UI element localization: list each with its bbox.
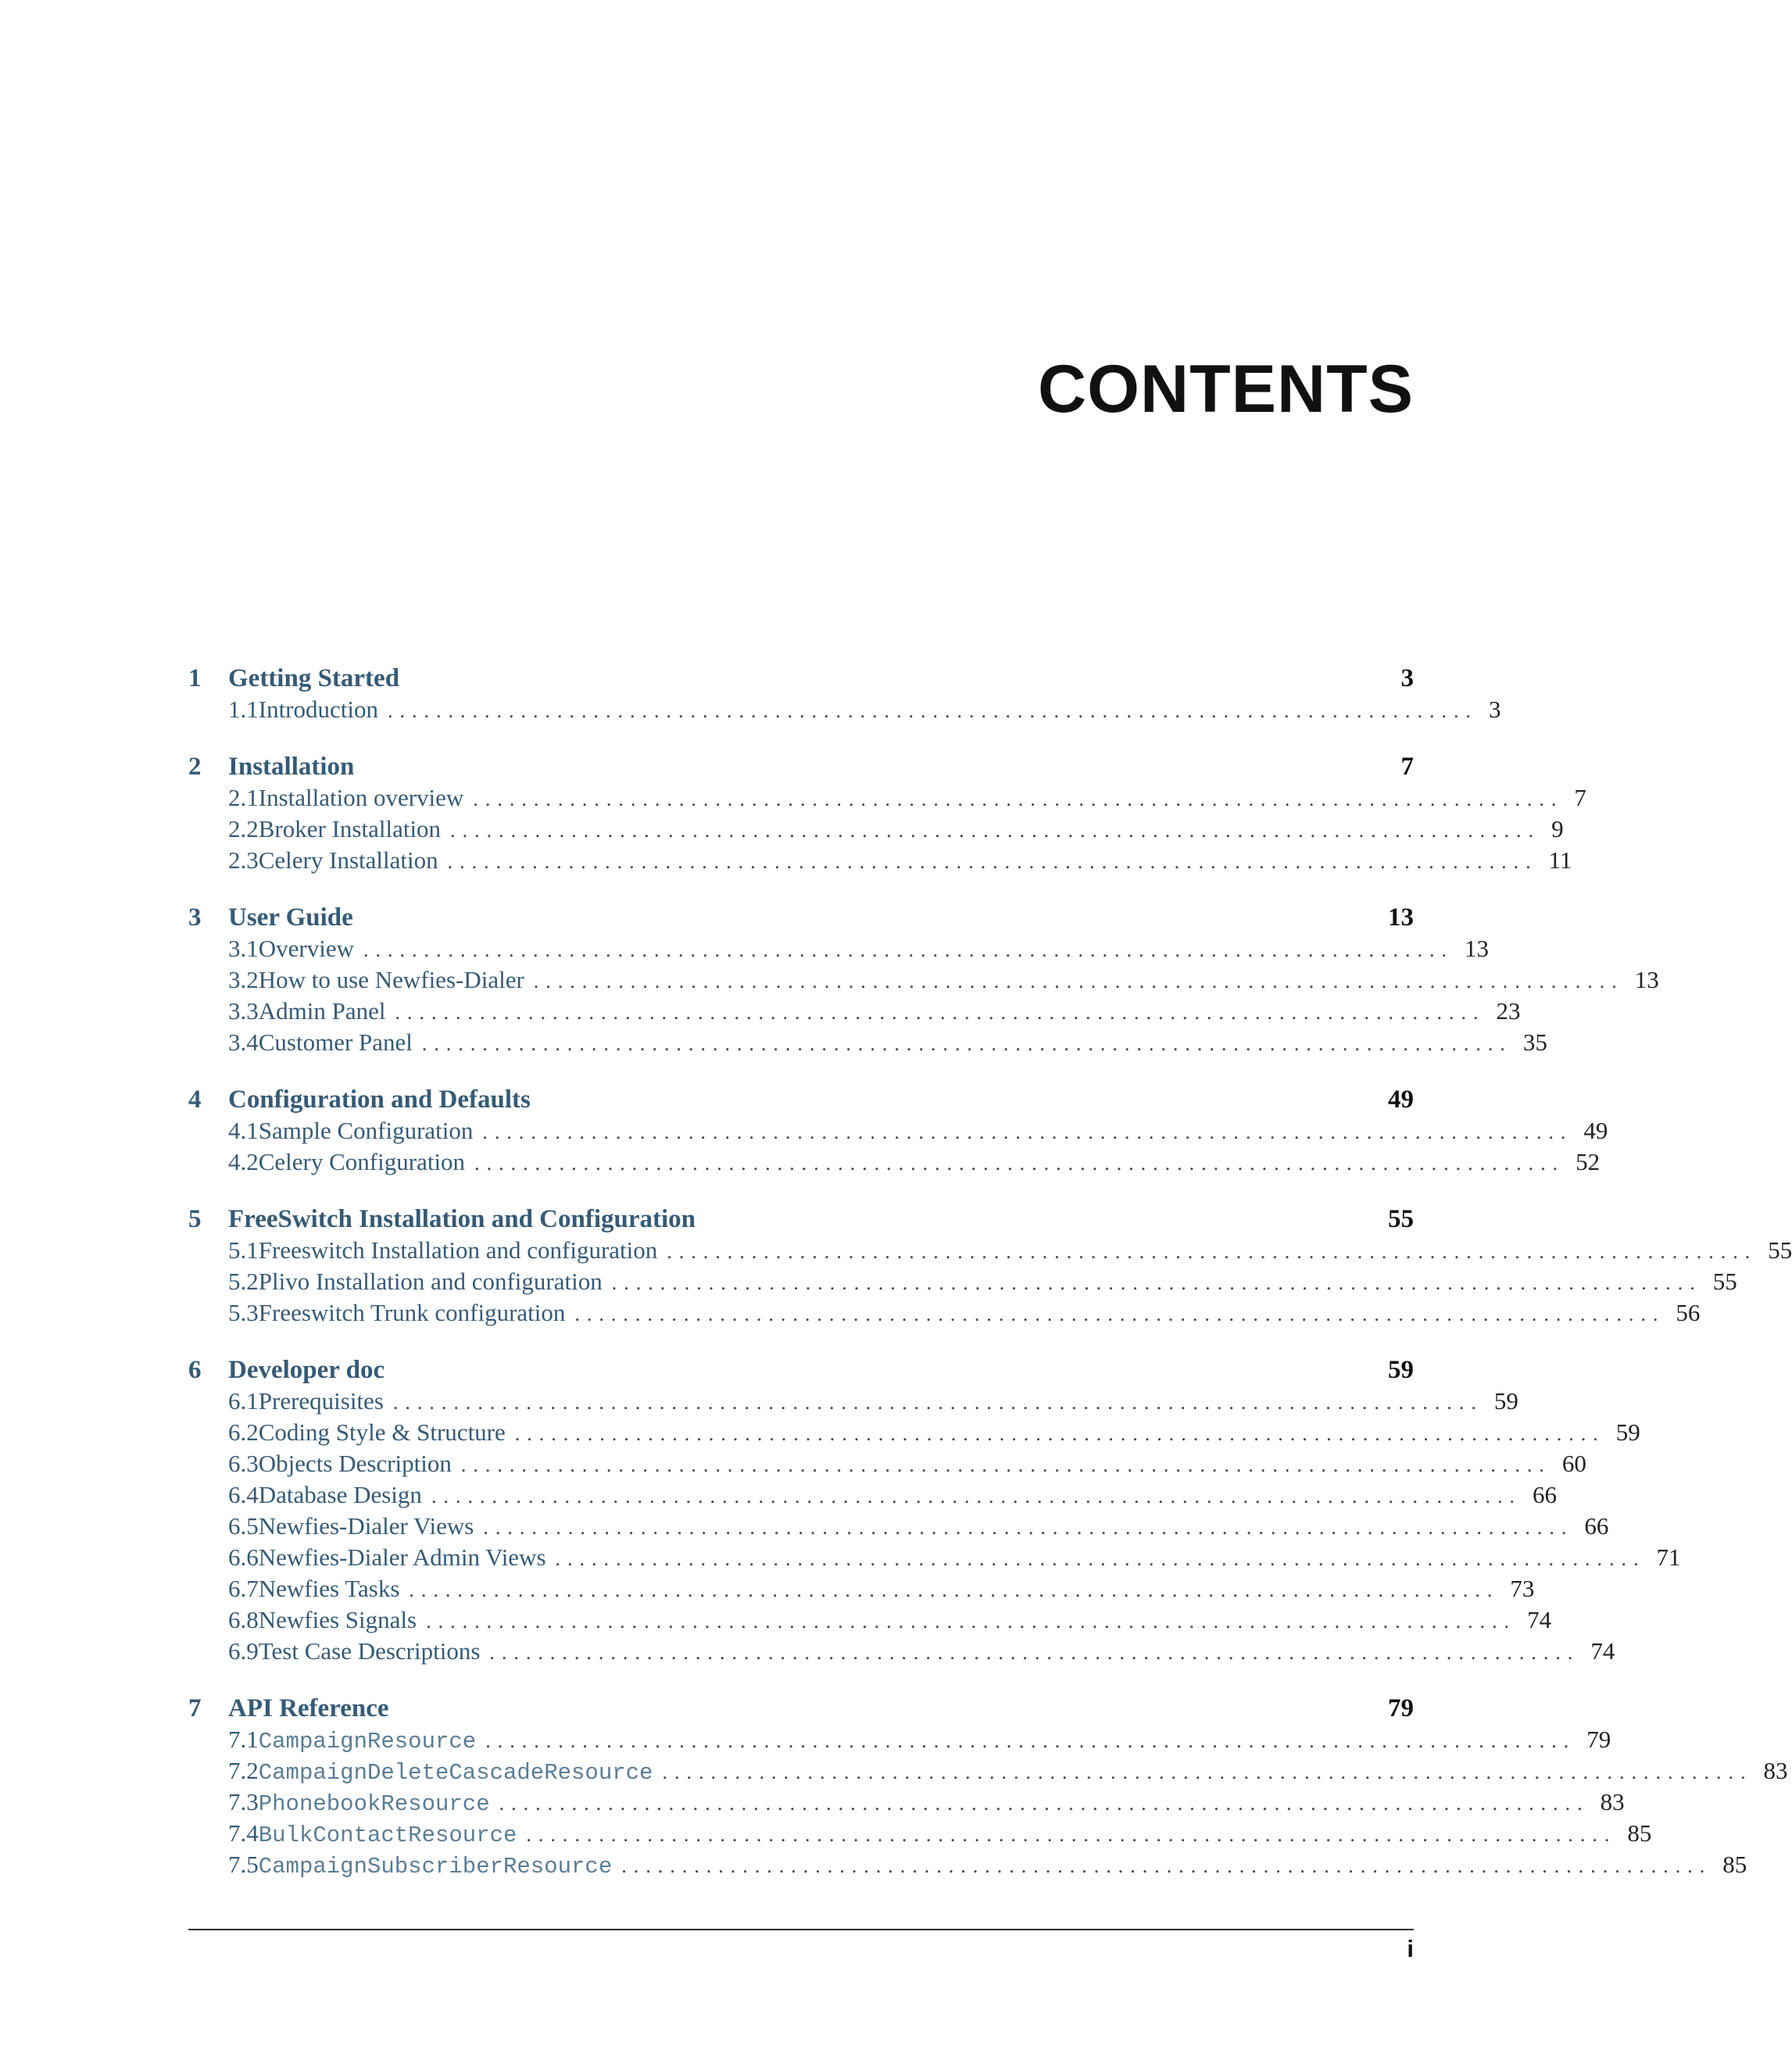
chapter-title[interactable]: User Guide bbox=[228, 903, 353, 932]
section-number: 7.3 bbox=[228, 1788, 259, 1815]
section-number: 4.2 bbox=[228, 1148, 259, 1175]
toc-chapter bbox=[188, 1694, 1788, 1882]
section-number: 6.2 bbox=[228, 1418, 259, 1446]
dot-leader: .......................................................................................... bbox=[409, 1579, 1500, 1601]
dot-leader: .......................................................................................... bbox=[499, 1792, 1590, 1815]
section-page-number: 9 bbox=[1551, 815, 1564, 842]
dot-leader: .......................................................................................... bbox=[392, 1391, 1483, 1414]
toc-chapter bbox=[188, 1356, 1681, 1669]
toc-section-link[interactable] bbox=[188, 784, 1586, 815]
toc-section-link[interactable] bbox=[188, 1268, 1737, 1299]
toc-chapter bbox=[188, 753, 1586, 878]
chapter-number: 4 bbox=[188, 1086, 202, 1114]
dot-leader: .......................................................................................... bbox=[460, 1454, 1551, 1476]
dot-leader: .......................................................................................... bbox=[514, 1422, 1605, 1445]
section-page-number: 11 bbox=[1548, 846, 1572, 874]
section-page-number: 13 bbox=[1464, 935, 1489, 962]
section-page-number: 85 bbox=[1722, 1851, 1747, 1878]
dot-leader: .......................................................................................... bbox=[473, 788, 1564, 810]
chapter-title[interactable]: Getting Started bbox=[228, 664, 400, 692]
section-title[interactable]: Newfies-Dialer Views bbox=[258, 1512, 474, 1540]
section-number: 6.8 bbox=[228, 1606, 259, 1633]
section-number: 3.3 bbox=[228, 997, 259, 1025]
section-number: 7.2 bbox=[228, 1757, 259, 1784]
page-title: CONTENTS bbox=[1038, 352, 1414, 427]
chapter-number: 3 bbox=[188, 903, 202, 932]
section-title[interactable]: Coding Style & Structure bbox=[258, 1418, 506, 1446]
toc-section-link[interactable] bbox=[188, 997, 1521, 1028]
section-page-number: 59 bbox=[1493, 1387, 1518, 1415]
toc-section-link[interactable] bbox=[188, 1418, 1640, 1450]
toc-section-link[interactable] bbox=[188, 1148, 1601, 1179]
toc-chapter bbox=[188, 1205, 1792, 1330]
toc-section-link[interactable] bbox=[188, 1757, 1788, 1788]
section-page-number: 49 bbox=[1583, 1117, 1608, 1144]
section-title[interactable]: Installation overview bbox=[258, 784, 464, 811]
section-title[interactable]: Objects Description bbox=[258, 1450, 452, 1477]
footer-divider bbox=[188, 1929, 1414, 1930]
toc-section-link[interactable] bbox=[188, 846, 1572, 878]
section-page-number: 55 bbox=[1768, 1236, 1792, 1264]
toc-chapter-link[interactable] bbox=[188, 903, 1414, 935]
chapter-number: 5 bbox=[188, 1205, 202, 1233]
section-page-number: 74 bbox=[1590, 1637, 1615, 1665]
chapter-number: 7 bbox=[188, 1694, 202, 1722]
section-page-number: 60 bbox=[1561, 1450, 1586, 1477]
chapter-page-number: 59 bbox=[1388, 1356, 1414, 1384]
section-page-number: 66 bbox=[1584, 1512, 1609, 1540]
dot-leader: .......................................................................................... bbox=[450, 819, 1541, 842]
section-page-number: 59 bbox=[1615, 1418, 1640, 1446]
toc-chapter bbox=[188, 1086, 1608, 1179]
toc-section-link[interactable] bbox=[188, 696, 1501, 727]
section-page-number: 23 bbox=[1496, 997, 1521, 1025]
toc-chapter-link[interactable] bbox=[188, 1205, 1414, 1236]
toc-section-link[interactable] bbox=[188, 1512, 1609, 1543]
section-title[interactable]: Overview bbox=[258, 935, 354, 962]
section-number: 3.2 bbox=[228, 966, 259, 993]
section-page-number: 83 bbox=[1600, 1788, 1625, 1815]
toc-section-link[interactable] bbox=[188, 815, 1564, 846]
chapter-title[interactable]: Installation bbox=[228, 753, 355, 781]
section-title[interactable]: PhonebookResource bbox=[258, 1791, 490, 1817]
toc-chapter-link[interactable] bbox=[188, 1694, 1414, 1726]
section-page-number: 79 bbox=[1586, 1726, 1611, 1753]
section-title[interactable]: Freeswitch Trunk configuration bbox=[258, 1299, 566, 1326]
section-title[interactable]: Newfies-Dialer Admin Views bbox=[258, 1543, 546, 1571]
section-page-number: 3 bbox=[1489, 696, 1501, 723]
chapter-title[interactable]: Developer doc bbox=[228, 1356, 385, 1384]
chapter-number: 2 bbox=[188, 753, 202, 781]
toc-chapter-link[interactable] bbox=[188, 753, 1414, 784]
section-title[interactable]: Newfies Tasks bbox=[258, 1575, 400, 1602]
toc-section-link[interactable] bbox=[188, 1726, 1611, 1757]
dot-leader: .......................................................................................... bbox=[533, 970, 1624, 993]
section-page-number: 55 bbox=[1712, 1268, 1737, 1295]
section-number: 6.7 bbox=[228, 1575, 259, 1602]
section-page-number: 85 bbox=[1627, 1819, 1652, 1847]
toc-section-link[interactable] bbox=[188, 1851, 1747, 1882]
section-number: 2.1 bbox=[228, 784, 259, 811]
section-number: 5.1 bbox=[228, 1236, 259, 1264]
dot-leader: .......................................................................................... bbox=[483, 1516, 1574, 1539]
section-title[interactable]: Celery Configuration bbox=[258, 1148, 466, 1175]
section-number: 6.9 bbox=[228, 1637, 259, 1665]
toc-chapter-link[interactable] bbox=[188, 664, 1414, 696]
section-page-number: 56 bbox=[1676, 1299, 1701, 1326]
toc-chapter-link[interactable] bbox=[188, 1356, 1414, 1387]
dot-leader: .......................................................................................... bbox=[555, 1547, 1646, 1570]
dot-leader: .......................................................................................... bbox=[474, 1152, 1565, 1175]
chapter-page-number: 55 bbox=[1388, 1205, 1414, 1233]
toc-section-link[interactable] bbox=[188, 935, 1489, 966]
dot-leader: .......................................................................................... bbox=[447, 850, 1538, 873]
section-page-number: 52 bbox=[1576, 1148, 1601, 1175]
toc-chapter-link[interactable] bbox=[188, 1086, 1414, 1117]
chapter-page-number: 7 bbox=[1400, 753, 1414, 781]
chapter-title[interactable]: API Reference bbox=[228, 1694, 389, 1722]
toc-section-link[interactable] bbox=[188, 1575, 1535, 1606]
section-number: 5.2 bbox=[228, 1268, 259, 1295]
dot-leader: .......................................................................................... bbox=[388, 699, 1478, 722]
section-title[interactable]: BulkContactResource bbox=[258, 1822, 517, 1848]
section-number: 7.1 bbox=[228, 1726, 259, 1753]
dot-leader: .......................................................................................... bbox=[431, 1485, 1522, 1508]
dot-leader: .......................................................................................... bbox=[482, 1121, 1573, 1143]
section-number: 4.1 bbox=[228, 1117, 259, 1144]
chapter-number: 1 bbox=[188, 664, 202, 692]
section-title[interactable]: Database Design bbox=[258, 1481, 422, 1508]
section-title[interactable]: CampaignResource bbox=[258, 1729, 477, 1754]
section-page-number: 83 bbox=[1763, 1757, 1788, 1784]
dot-leader: .......................................................................................... bbox=[426, 1610, 1517, 1633]
section-title[interactable]: How to use Newfies-Dialer bbox=[258, 966, 524, 993]
section-number: 3.4 bbox=[228, 1028, 259, 1056]
page-number: i bbox=[1407, 1935, 1414, 1962]
section-number: 3.1 bbox=[228, 935, 259, 962]
dot-leader: .......................................................................................... bbox=[421, 1032, 1512, 1055]
dot-leader: .......................................................................................... bbox=[574, 1303, 1665, 1325]
section-page-number: 35 bbox=[1522, 1028, 1547, 1056]
toc-section-link[interactable] bbox=[188, 1606, 1552, 1637]
toc-section-link[interactable] bbox=[188, 1788, 1625, 1819]
toc-section-link[interactable] bbox=[188, 1236, 1792, 1268]
section-title[interactable]: Newfies Signals bbox=[258, 1606, 417, 1633]
section-number: 7.5 bbox=[228, 1851, 259, 1878]
section-title[interactable]: Customer Panel bbox=[258, 1028, 413, 1056]
section-number: 1.1 bbox=[228, 696, 259, 723]
dot-leader: .......................................................................................... bbox=[485, 1729, 1576, 1752]
section-title[interactable]: Test Case Descriptions bbox=[258, 1637, 481, 1665]
section-page-number: 13 bbox=[1634, 966, 1659, 993]
section-title[interactable]: Plivo Installation and configuration bbox=[258, 1268, 603, 1295]
section-title[interactable]: Celery Installation bbox=[258, 846, 438, 874]
section-title[interactable]: Sample Configuration bbox=[258, 1117, 474, 1144]
toc-chapter bbox=[188, 664, 1501, 727]
toc-section-link[interactable] bbox=[188, 1387, 1518, 1418]
section-page-number: 71 bbox=[1656, 1543, 1681, 1571]
chapter-page-number: 79 bbox=[1388, 1694, 1414, 1722]
dot-leader: .......................................................................................... bbox=[395, 1001, 1486, 1024]
toc-section-link[interactable] bbox=[188, 1117, 1608, 1148]
section-title[interactable]: Freeswitch Installation and configuration bbox=[258, 1236, 658, 1264]
section-title[interactable]: Broker Installation bbox=[258, 815, 442, 842]
chapter-page-number: 13 bbox=[1388, 903, 1414, 932]
section-page-number: 74 bbox=[1527, 1606, 1552, 1633]
dot-leader: .......................................................................................... bbox=[667, 1240, 1758, 1263]
section-number: 2.2 bbox=[228, 815, 259, 842]
section-number: 6.3 bbox=[228, 1450, 259, 1477]
chapter-number: 6 bbox=[188, 1356, 202, 1384]
section-number: 5.3 bbox=[228, 1299, 259, 1326]
toc-chapter bbox=[188, 903, 1659, 1060]
section-title[interactable]: CampaignSubscriberResource bbox=[258, 1854, 613, 1880]
toc-section-link[interactable] bbox=[188, 1543, 1681, 1575]
chapter-title[interactable]: FreeSwitch Installation and Configuration bbox=[228, 1205, 696, 1233]
toc-section-link[interactable] bbox=[188, 1028, 1547, 1060]
dot-leader: .......................................................................................... bbox=[489, 1641, 1580, 1664]
section-number: 6.4 bbox=[228, 1481, 259, 1508]
section-title[interactable]: Introduction bbox=[258, 696, 378, 723]
section-page-number: 7 bbox=[1574, 784, 1586, 811]
section-title[interactable]: Admin Panel bbox=[258, 997, 386, 1025]
dot-leader: .......................................................................................... bbox=[621, 1855, 1712, 1877]
dot-leader: .......................................................................................... bbox=[526, 1823, 1617, 1846]
toc-section-link[interactable] bbox=[188, 1481, 1557, 1512]
section-number: 6.6 bbox=[228, 1543, 259, 1571]
section-number: 7.4 bbox=[228, 1819, 259, 1847]
section-number: 6.1 bbox=[228, 1387, 259, 1415]
dot-leader: .......................................................................................... bbox=[611, 1272, 1702, 1294]
section-title[interactable]: CampaignDeleteCascadeResource bbox=[258, 1760, 653, 1786]
section-page-number: 73 bbox=[1510, 1575, 1535, 1602]
toc-section-link[interactable] bbox=[188, 966, 1659, 997]
table-of-contents bbox=[188, 664, 1792, 1908]
section-page-number: 66 bbox=[1532, 1481, 1557, 1508]
section-number: 2.3 bbox=[228, 846, 259, 874]
dot-leader: .......................................................................................... bbox=[363, 939, 1454, 961]
section-number: 6.5 bbox=[228, 1512, 259, 1540]
chapter-page-number: 49 bbox=[1388, 1086, 1414, 1114]
chapter-page-number: 3 bbox=[1400, 664, 1414, 692]
toc-section-link[interactable] bbox=[188, 1299, 1701, 1330]
chapter-title[interactable]: Configuration and Defaults bbox=[228, 1086, 531, 1114]
toc-section-link[interactable] bbox=[188, 1450, 1586, 1481]
dot-leader: .......................................................................................... bbox=[662, 1761, 1753, 1783]
toc-section-link[interactable] bbox=[188, 1637, 1615, 1669]
section-title[interactable]: Prerequisites bbox=[258, 1387, 384, 1415]
toc-section-link[interactable] bbox=[188, 1819, 1652, 1851]
